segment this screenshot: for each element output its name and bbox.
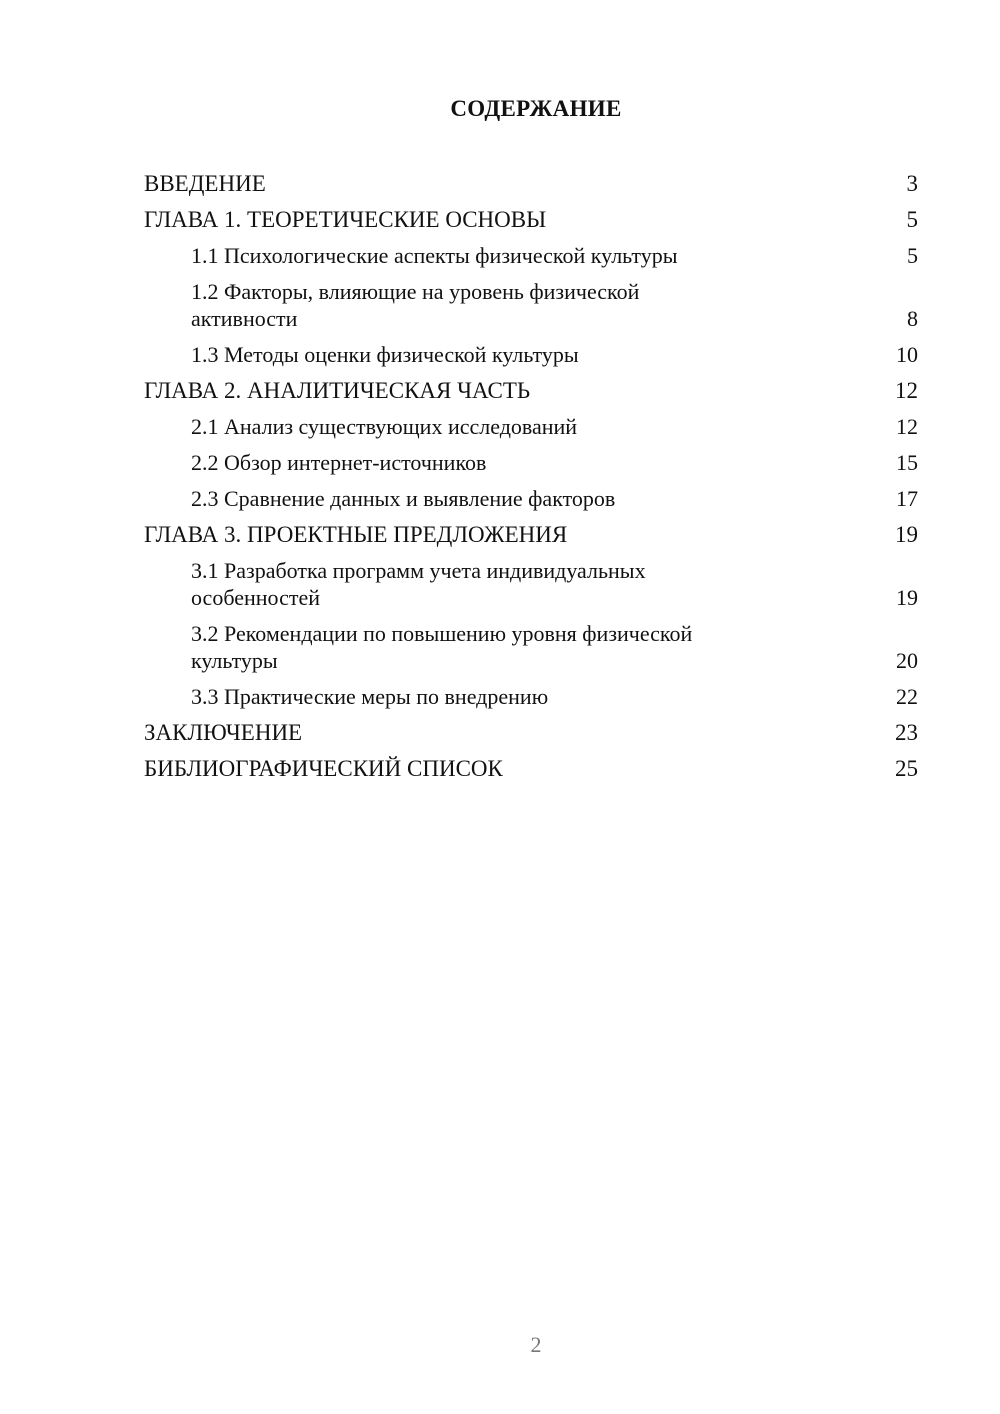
toc-entry-label: ЗАКЛЮЧЕНИЕ	[144, 720, 303, 745]
toc-entry-label: ГЛАВА 2. АНАЛИТИЧЕСКАЯ ЧАСТЬ	[144, 378, 531, 403]
toc-entry-page: 5	[907, 243, 918, 268]
toc-entry-introduction[interactable]	[144, 170, 918, 197]
toc-entry-page: 10	[896, 342, 918, 367]
toc-entry-label: 3.1 Разработка программ учета индивидуальных особенностей	[191, 558, 646, 610]
toc-entry-section-1-2[interactable]	[144, 278, 918, 332]
toc-entry-section-3-2[interactable]	[144, 620, 918, 674]
toc-entry-section-3-1[interactable]	[144, 557, 918, 611]
toc-entry-label: 2.1 Анализ существующих исследований	[191, 414, 578, 439]
toc-entry-label: 1.2 Факторы, влияющие на уровень физической активности	[191, 279, 640, 331]
toc-entry-label: 3.2 Рекомендации по повышению уровня физической культуры	[191, 621, 693, 673]
toc-entry-section-2-1[interactable]	[144, 413, 918, 440]
toc-entry-section-2-3[interactable]	[144, 485, 918, 512]
toc-entry-chapter-2[interactable]	[144, 377, 918, 404]
toc-entry-label: ГЛАВА 3. ПРОЕКТНЫЕ ПРЕДЛОЖЕНИЯ	[144, 522, 568, 547]
toc-entry-label: 2.3 Сравнение данных и выявление факторов	[191, 486, 616, 511]
toc-entry-page: 19	[895, 522, 918, 547]
toc-entry-label: 3.3 Практические меры по внедрению	[191, 684, 549, 709]
toc-entry-chapter-1[interactable]	[144, 206, 918, 233]
page-number: 2	[530, 1332, 542, 1357]
toc-title: СОДЕРЖАНИЕ	[450, 96, 622, 121]
toc-entry-page: 20	[896, 648, 918, 673]
toc-entry-label: БИБЛИОГРАФИЧЕСКИЙ СПИСОК	[144, 756, 503, 781]
toc-entry-page: 25	[895, 756, 918, 781]
toc-entry-section-1-1[interactable]	[144, 242, 918, 269]
toc-entry-page: 17	[896, 486, 918, 511]
toc-entry-page: 15	[896, 450, 918, 475]
toc-entry-page: 5	[906, 207, 918, 232]
toc-entry-page: 3	[906, 171, 918, 196]
toc-entry-section-3-3[interactable]	[144, 683, 918, 710]
toc-entry-bibliography[interactable]	[144, 755, 918, 782]
toc-entry-page: 22	[896, 684, 918, 709]
toc-entry-label: ВВЕДЕНИЕ	[144, 171, 266, 196]
toc-entry-section-2-2[interactable]	[144, 449, 918, 476]
toc-entry-conclusion[interactable]	[144, 719, 918, 746]
toc-entry-page: 23	[895, 720, 918, 745]
toc-entry-chapter-3[interactable]	[144, 521, 918, 548]
table-of-contents	[144, 170, 918, 791]
toc-entry-page: 12	[895, 378, 918, 403]
toc-entry-label: 1.1 Психологические аспекты физической культуры	[191, 243, 678, 268]
toc-entry-label: 1.3 Методы оценки физической культуры	[191, 342, 579, 367]
toc-entry-page: 12	[896, 414, 918, 439]
toc-entry-label: ГЛАВА 1. ТЕОРЕТИЧЕСКИЕ ОСНОВЫ	[144, 207, 547, 232]
toc-entry-label: 2.2 Обзор интернет-источников	[191, 450, 487, 475]
toc-entry-section-1-3[interactable]	[144, 341, 918, 368]
toc-entry-page: 8	[907, 306, 918, 331]
toc-entry-page: 19	[896, 585, 918, 610]
